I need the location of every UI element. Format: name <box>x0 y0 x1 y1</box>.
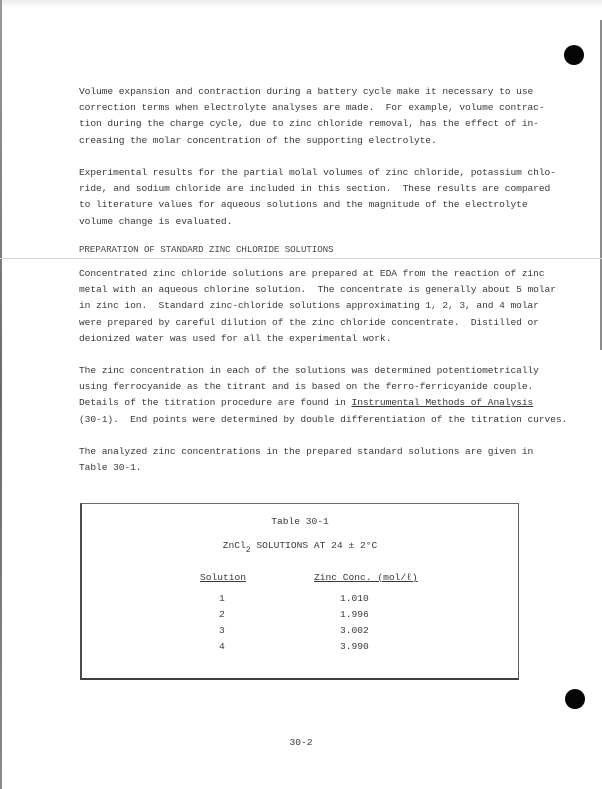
table-title: Table 30-1 <box>271 516 329 527</box>
paragraph-concentrated-solutions <box>79 266 556 347</box>
subtitle-text: SOLUTIONS AT 24 ± 2°C <box>250 540 378 551</box>
cell-zinc-conc: 1.996 <box>340 609 369 620</box>
cell-zinc-conc: 3.990 <box>340 641 369 652</box>
text-line: volume change is evaluated. <box>79 215 233 227</box>
text-line: Table 30-1. <box>79 462 142 474</box>
page-number: 30-2 <box>289 737 313 748</box>
text-line: Volume expansion and contraction during a battery cycle make it necessary to use <box>79 86 534 97</box>
cell-solution: 2 <box>219 609 225 620</box>
section-heading: PREPARATION OF STANDARD ZINC CHLORIDE SOLUTIONS <box>79 244 334 255</box>
cell-solution: 1 <box>219 593 225 604</box>
cell-solution: 3 <box>219 625 225 636</box>
paragraph-zinc-determination <box>79 363 568 428</box>
text-line: tion during the charge cycle, due to zinc chloride removal, has the effect of in- <box>79 118 539 130</box>
table-row <box>82 625 518 641</box>
text-line: The analyzed zinc concentrations in the prepared standard solutions are given in <box>79 446 534 457</box>
text-line: Concentrated zinc chloride solutions are prepared at EDA from the reaction of zinc <box>79 268 545 279</box>
cell-zinc-conc: 1.010 <box>340 593 369 604</box>
scan-left-edge <box>0 0 2 789</box>
text-line: (30-1). End points were determined by double differentiation of the titration curves. <box>79 413 568 425</box>
text-line: deionized water was used for all the experimental work. <box>79 332 392 344</box>
table-row <box>82 609 518 625</box>
text-line: Experimental results for the partial molal volumes of zinc chloride, potassium chlo- <box>79 167 556 178</box>
text-line: The zinc concentration in each of the solutions was determined potentiometrically <box>79 365 539 376</box>
cell-zinc-conc: 3.002 <box>340 625 369 636</box>
text-line: metal with an aqueous chlorine solution. The concentrate is generally about 5 molar <box>79 284 556 296</box>
text-line: using ferrocyanide as the titrant and is based on the ferro-ferricyanide couple. <box>79 381 534 393</box>
paragraph-volume-expansion <box>79 84 549 149</box>
text-line: ride, and sodium chloride are included in this section. These results are compared <box>79 183 551 195</box>
formula-subscript: 2 <box>245 546 251 555</box>
punch-hole-bottom <box>565 689 585 709</box>
fold-line <box>0 258 602 259</box>
table-row <box>82 593 518 609</box>
paragraph-experimental-results <box>79 165 556 230</box>
text-line: to literature values for aqueous solutions and the magnitude of the electrolyte <box>79 199 528 211</box>
table-row <box>82 641 518 657</box>
punch-hole-top <box>564 45 584 65</box>
text-line <box>79 395 549 411</box>
text-line: were prepared by careful dilution of the zinc chloride concentrate. Distilled or <box>79 316 539 328</box>
table-30-1 <box>80 503 519 680</box>
reference-title: Instrumental Methods of Analysis <box>351 397 534 409</box>
formula-base: ZnCl <box>222 540 246 551</box>
text-segment: Details of the titration procedure are found in <box>79 397 352 409</box>
text-line: creasing the molar concentration of the supporting electrolyte. <box>79 134 437 146</box>
column-header-solution: Solution <box>200 572 247 583</box>
text-line: in zinc ion. Standard zinc-chloride solutions approximating 1, 2, 3, and 4 molar <box>79 300 539 312</box>
scan-top-edge <box>0 0 602 8</box>
paragraph-analyzed-concentrations <box>79 444 549 476</box>
cell-solution: 4 <box>219 641 225 652</box>
text-line: correction terms when electrolyte analyses are made. For example, volume contrac- <box>79 102 545 114</box>
table-subtitle <box>82 540 518 555</box>
column-header-zinc-conc: Zinc Conc. (mol/ℓ) <box>314 572 418 583</box>
